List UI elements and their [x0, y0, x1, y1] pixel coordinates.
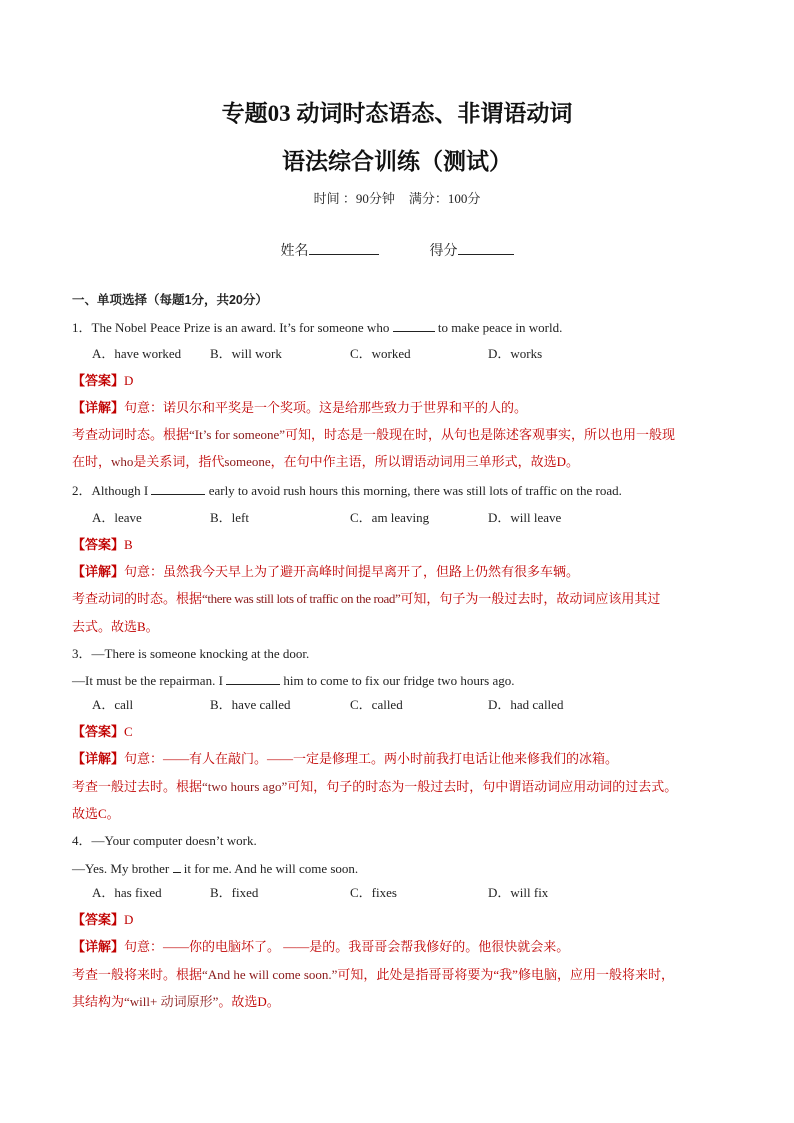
question-3-options: [92, 696, 724, 714]
name-score-row: [0, 240, 794, 260]
option-b[interactable]: B．have called: [210, 697, 291, 712]
question-4-explanation: 考查一般将来时。根据“And he will come soon.”可知，此处是指哥哥将要为“我”修电脑，应用一般将来时，: [72, 967, 674, 982]
answer-blank[interactable]: [226, 671, 280, 685]
question-4-explanation-cont: 其结构为“will+ 动词原形”。故选D。: [72, 994, 280, 1009]
question-1-options: [92, 345, 724, 363]
question-2-detail: 【详解】句意：虽然我今天早上为了避开高峰时间提早离开了，但路上仍然有很多车辆。: [72, 564, 580, 579]
option-b[interactable]: B．will work: [210, 346, 282, 361]
question-2-stem: 2．Although I early to avoid rush hours this morning, there was still lots of traffic on the road.: [72, 483, 622, 498]
question-3-explanation-cont: 故选C。: [72, 806, 120, 821]
option-d[interactable]: D．will fix: [488, 885, 549, 900]
score-blank[interactable]: [458, 240, 514, 255]
exam-meta: [0, 188, 794, 207]
option-c[interactable]: C．am leaving: [350, 510, 430, 525]
name-blank[interactable]: [309, 240, 379, 255]
question-3-detail: 【详解】句意：——有人在敲门。——一定是修理工。两小时前我打电话让他来修我们的冰箱。: [72, 751, 619, 766]
option-c[interactable]: C．worked: [350, 346, 411, 361]
question-4-stem-cont: —Yes. My brother it for me. And he will come soon.: [72, 861, 359, 876]
question-3-stem: 3．—There is someone knocking at the door.: [72, 646, 310, 661]
option-a[interactable]: A．call: [92, 697, 134, 712]
page-subtitle: 语法综合训练（测试）: [282, 149, 512, 174]
question-1-stem: 1．The Nobel Peace Prize is an award. It’s for someone who to make peace in world.: [72, 320, 563, 335]
option-b[interactable]: B．left: [210, 510, 249, 525]
answer-blank[interactable]: [393, 318, 435, 332]
option-a[interactable]: A．have worked: [92, 346, 182, 361]
question-3-answer: 【答案】C: [72, 724, 133, 739]
option-a[interactable]: A．leave: [92, 510, 142, 525]
question-4-detail: 【详解】句意：——你的电脑坏了。 ——是的。我哥哥会帮我修好的。他很快就会来。: [72, 939, 570, 954]
question-1-detail: 【详解】句意：诺贝尔和平奖是一个奖项。这是给那些致力于世界和平的人的。: [72, 400, 528, 415]
full-score: 满分：100分: [408, 191, 481, 206]
score-label: 得分: [429, 244, 458, 259]
question-2-explanation: 考查动词的时态。根据“there was still lots of traffic on the road”可知，句子为一般过去时，故动词应该用其过: [72, 591, 661, 606]
time-limit: 时间 ：90分钟: [313, 191, 395, 206]
option-d[interactable]: D．works: [488, 346, 543, 361]
question-4-answer: 【答案】D: [72, 912, 134, 927]
question-2-answer: 【答案】B: [72, 537, 133, 552]
question-4-options: [92, 884, 724, 902]
question-1-explanation-cont: 在时，who是关系词，指代someone，在句中作主语，所以谓语动词用三单形式，故选D。: [72, 454, 580, 469]
option-b[interactable]: B．fixed: [210, 885, 259, 900]
option-c[interactable]: C．called: [350, 697, 403, 712]
question-2-explanation-cont: 去式。故选B。: [72, 619, 159, 634]
question-3-explanation: 考查一般过去时。根据“two hours ago”可知，句子的时态为一般过去时，句中谓语动词应用动词的过去式。: [72, 779, 678, 794]
option-d[interactable]: D．had called: [488, 697, 564, 712]
question-4-stem: 4．—Your computer doesn’t work.: [72, 833, 257, 848]
answer-blank[interactable]: [151, 481, 205, 495]
question-2-options: [92, 509, 724, 527]
section-heading: 一、单项选择（每题1分，共20分）: [72, 293, 268, 307]
option-c[interactable]: C．fixes: [350, 885, 397, 900]
question-1-explanation: 考查动词时态。根据“It’s for someone”可知，时态是一般现在时，从句也是陈述客观事实，所以也用一般现: [72, 427, 676, 442]
answer-blank[interactable]: [173, 859, 181, 873]
name-label: 姓名: [280, 244, 309, 259]
question-1-answer: 【答案】D: [72, 373, 134, 388]
question-3-stem-cont: —It must be the repairman. I him to come to fix our fridge two hours ago.: [72, 673, 515, 688]
page-title: 专题03 动词时态语态、非谓语动词: [221, 101, 573, 126]
option-a[interactable]: A．has fixed: [92, 885, 162, 900]
option-d[interactable]: D．will leave: [488, 510, 562, 525]
